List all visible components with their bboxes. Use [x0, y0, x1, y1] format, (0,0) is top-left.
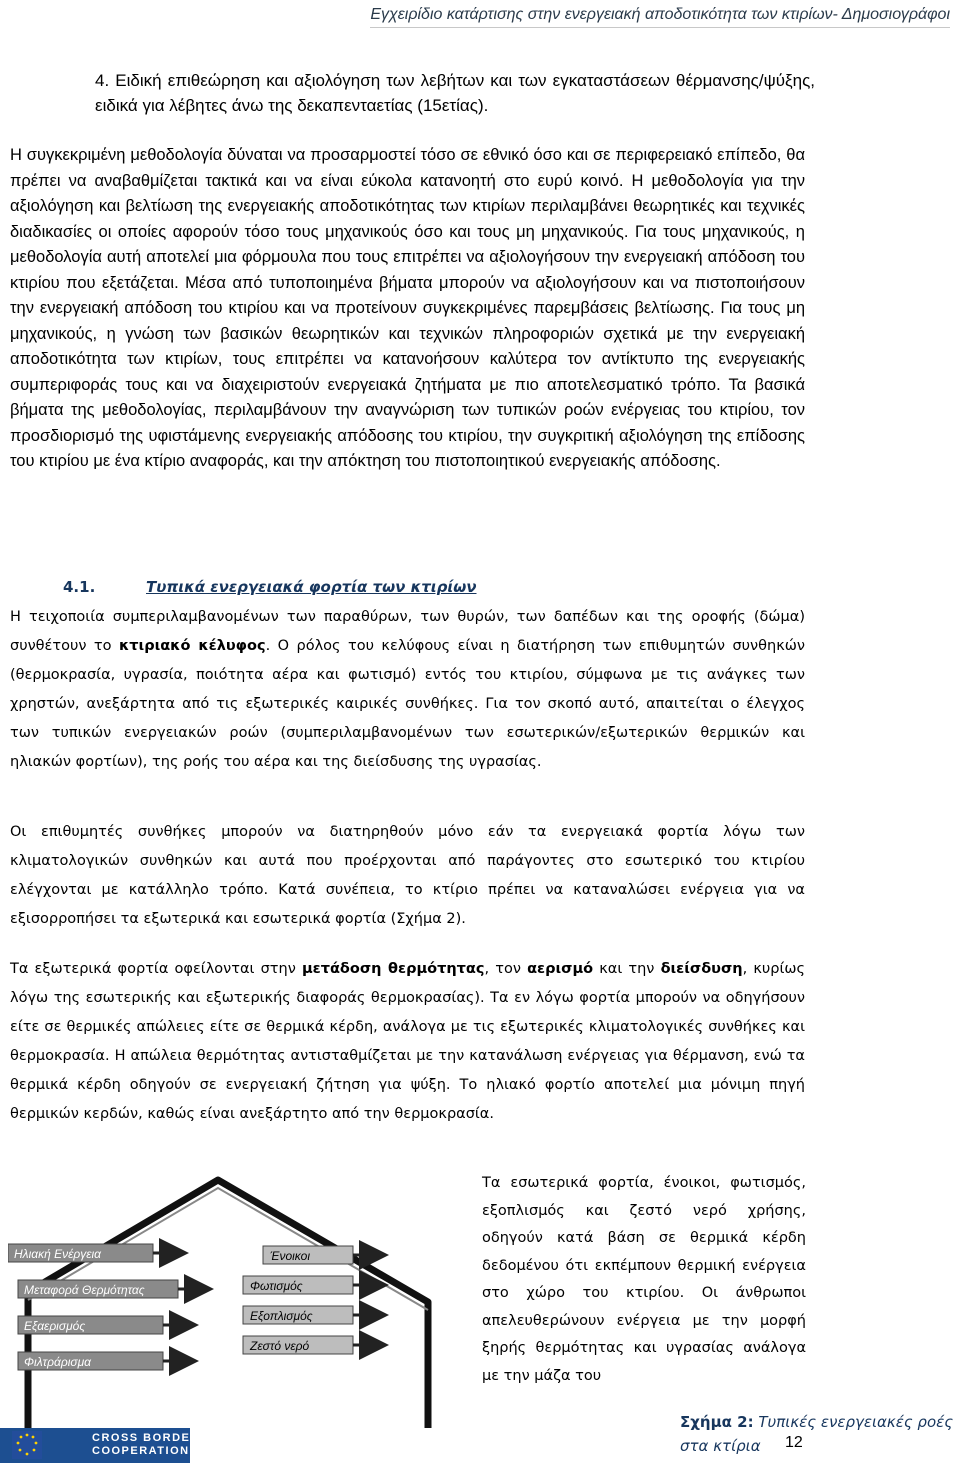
label-lighting: Φωτισμός	[250, 1279, 303, 1293]
figure-caption	[680, 1410, 960, 1458]
external-flow-arrows	[8, 1244, 208, 1370]
logo-text: CROSS BORDER COOPERATION	[92, 1432, 200, 1457]
running-header: Εγχειρίδιο κατάρτισης στην ενεργειακή αποδοτικότητα των κτιρίων- Δημοσιογράφοι	[370, 6, 950, 28]
section-number: 4.1.	[63, 578, 96, 596]
section-title: Τυπικά ενεργειακά φορτία των κτιρίων	[146, 578, 477, 596]
section-4-1-heading	[63, 578, 477, 596]
internal-loads-text: Τα εσωτερικά φορτία, ένοικοι, φωτισμός, εξοπλισμός και ζεστό νερό χρήσης, οδηγούν κατά βάση σε θερμικά κέρδη δεδομένου ότι εκπέμπουν θερμική ενέργεια στο χώρο του κτιρίου. Οι άνθρωποι απελευθερώνουν ενέργεια με την μορφή ξηρής θερμότητας και υγρασίας ανάλογα με την μάζα του	[482, 1175, 806, 1384]
label-hot-water: Ζεστό νερό	[250, 1339, 310, 1353]
caption-label: Σχήμα 2:	[680, 1413, 754, 1431]
methodology-paragraph: Η συγκεκριμένη μεθοδολογία δύναται να προσαρμοστεί τόσο σε εθνικό όσο και σε περιφερειακό επίπεδο, θα πρέπει να αναβαθμίζεται τακτικά και να είναι εύκολα κατανοητή στο ευρύ κοινό. Η μεθοδολογία για την αξιολόγηση και βελτίωση της ενεργειακής αποδοτικότητας των κτιρίων περιλαμβάνει θεωρητικές και τεχνικές διαδικασίες οι οποίες αφορούν τόσο τους μηχανικούς όσο και τους μη μηχανικούς. Για τους μηχανικούς, η μεθοδολογία αυτή αποτελεί μια φόρμουλα που τους επιτρέπει να αξιολογήσουν την ενεργειακή απόδοση του κτιρίου που εξετάζεται. Μέσα από τυποποιημένα βήματα μπορούν να αξιολογήσουν και να πιστοποιήσουν την ενεργειακή απόδοση του κτιρίου και να προτείνουν συγκεκριμένες παρεμβάσεις βελτίωσης. Για τους μη μηχανικούς, η γνώση των βασικών θεωρητικών και τεχνικών πληροφοριών σχετικά με την ενεργειακή αποδοτικότητα των κτιρίων, τους επιτρέπει να κατανοήσουν καλύτερα τον αντίκτυπο της ενεργειακής συμπεριφοράς τους και να διαχειριστούν ενεργειακά ζητήματα με πιο αποτελεσματικό τρόπο. Τα βασικά βήματα της μεθοδολογίας, περιλαμβάνουν την αναγνώριση των τυπικών ροών ενέργειας του κτιρίου, τον προσδιορισμό της υφιστάμενης ενεργειακής απόδοσης του κτιρίου, την συγκριτική αξιολόγηση της επίδοσης του κτιρίου με ένα κτίριο αναφοράς, και την απόκτηση του πιστοποιητικού ενεργειακής απόδοσης.	[10, 146, 805, 470]
energy-flows-diagram	[8, 1172, 468, 1428]
caption-text: Τυπικές ενεργειακές ροές στα κτίρια	[680, 1413, 954, 1455]
label-ventilation: Εξαερισμός	[24, 1319, 86, 1333]
label-equipment: Εξοπλισμός	[250, 1309, 313, 1323]
external-loads-paragraph: Τα εξωτερικά φορτία οφείλονται στην μετάδοση θερμότητας, τον αερισμό και την διείσδυση, κυρίως λόγω της εσωτερικής και εξωτερικής διαφοράς θερμοκρασίας). Τα εν λόγω φορτία μπορούν να οδηγήσουν είτε σε θερμικές απώλειες είτε σε θερμικά κέρδη, ανάλογα με τις εξωτερικές κλιματολογικές συνθήκες και θερμοκρασία. Η απώλεια θερμότητας αντισταθμίζεται με την κατανάλωση ενέργειας για θέρμανση, ενώ τα θερμικά κέρδη οδηγούν σε ενεργειακή ζήτηση για ψύξη. Το ηλιακό φορτίο αποτελεί μια μόνιμη πηγή θερμικών κερδών, καθώς είναι ανεξάρτητο από την θερμοκρασία.	[10, 961, 806, 1122]
label-infiltration: Φιλτράρισμα	[24, 1355, 92, 1369]
section-4-heading: 4. Ειδική επιθεώρηση και αξιολόγηση των λεβήτων και των εγκαταστάσεων θέρμανσης/ψύξης, ειδικά για λέβητες άνω της δεκαπενταετίας (15ετίας).	[95, 71, 815, 115]
envelope-paragraph: Η τειχοποιία συμπεριλαμβανομένων των παραθύρων, των θυρών, των δαπέδων και της οροφής (δώμα) συνθέτουν το κτιριακό κέλυφος. Ο ρόλος του κελύφους είναι η διατήρηση των επιθυμητών συνθηκών (θερμοκρασία, υγρασία, ποιότητα αέρα και φωτισμό) εντός του κτιρίου, σύμφωνα με τις ανάγκες των χρηστών, ανεξάρτητα από τις εξωτερικές καιρικές συνθήκες. Για τον σκοπό αυτό, απαιτείται ο έλεγχος των τυπικών ενεργειακών ροών (συμπεριλαμβανομένων των εσωτερικών/εξωτερικών θερμικών και ηλιακών φορτίων), της ροής του αέρα και της διείσδυσης της υγρασίας.	[10, 609, 805, 770]
label-occupants: Ένοικοι	[270, 1249, 310, 1263]
eu-flag-icon	[12, 1431, 42, 1459]
house-outline	[28, 1180, 428, 1428]
page-number: 12	[785, 1434, 803, 1451]
label-heat-transfer: Μεταφορά Θερμότητας	[24, 1283, 145, 1297]
label-solar: Ηλιακή Ενέργεια	[14, 1247, 102, 1261]
conditions-paragraph: Οι επιθυμητές συνθήκες μπορούν να διατηρηθούν μόνο εάν τα ενεργειακά φορτία λόγω των κλιματολογικών συνθηκών και αυτά που προέρχονται από παράγοντες στο εσωτερικό του κτιρίου ελέγχονται με κατάλληλο τρόπο. Κατά συνέπεια, το κτίριο πρέπει να καταναλώσει ενέργεια για να εξισορροπήσει τα εξωτερικά και εσωτερικά φορτία (Σχήμα 2).	[10, 824, 805, 927]
